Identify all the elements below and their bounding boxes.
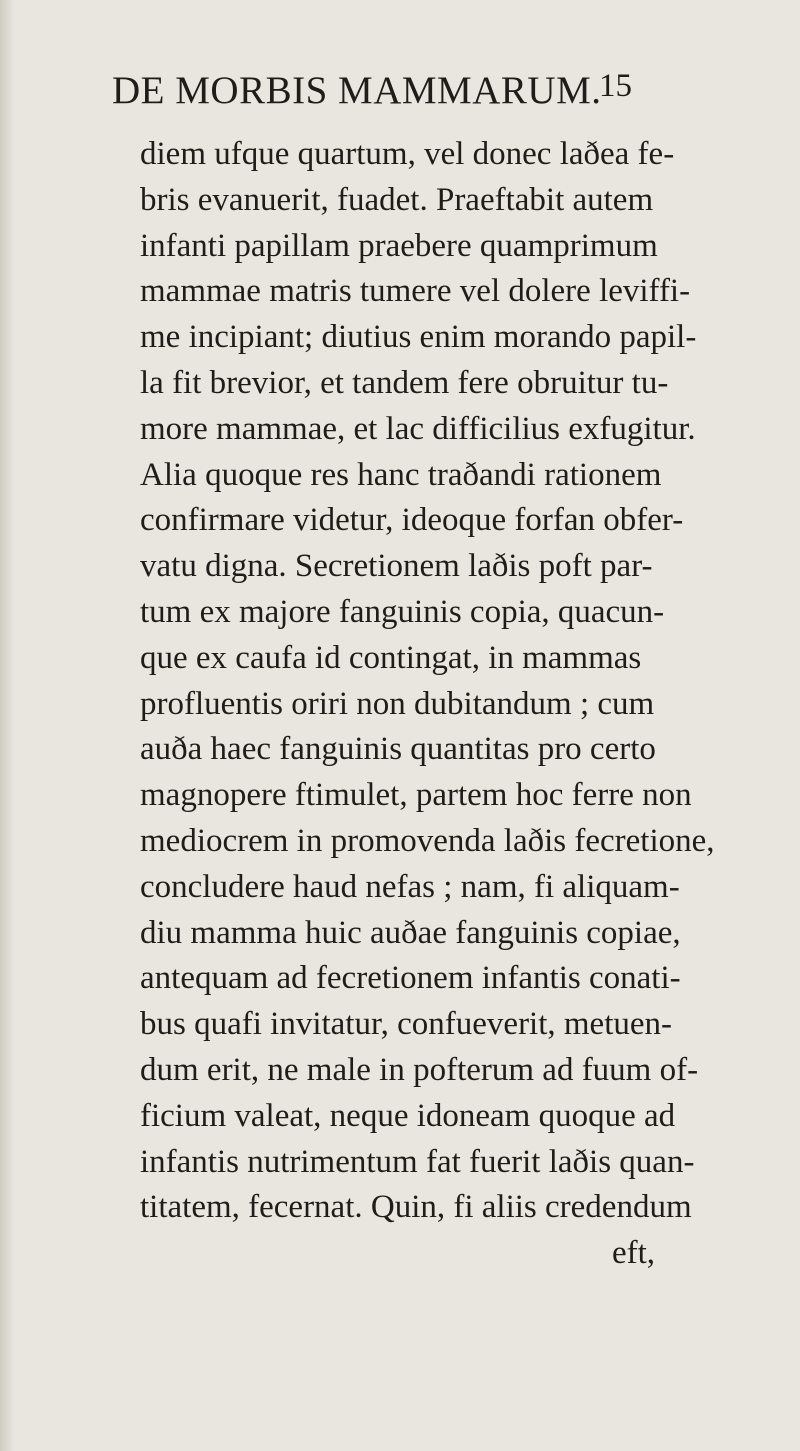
text-line: vatu digna. Secretionem laðis poft par- — [140, 548, 653, 585]
text-line: dum erit, ne male in pofterum ad fuum of- — [140, 1051, 699, 1088]
text-line: infanti papillam praebere quamprimum — [140, 227, 658, 264]
text-line: bris evanuerit, fuadet. Praeftabit autem — [140, 181, 654, 218]
text-line: diem ufque quartum, vel donec laðea fe- — [140, 136, 675, 172]
text-line: mammae matris tumere vel dolere leviffi- — [140, 273, 691, 310]
page-edge-shadow — [0, 0, 14, 1451]
text-line: more mammae, et lac difficilius exfugitur. — [140, 410, 696, 447]
body-text — [140, 132, 715, 1277]
text-line: titatem, fecernat. Quin, fi aliis credendum — [140, 1189, 692, 1226]
page-number: 15 — [599, 68, 632, 104]
running-head — [112, 68, 672, 118]
text-line: auða haec fanguinis quantitas pro certo — [140, 731, 656, 768]
text-line: diu mamma huic auðae fanguinis copiae, — [140, 914, 681, 951]
text-line: infantis nutrimentum fat fuerit laðis quan- — [140, 1143, 695, 1180]
text-line: profluentis oriri non dubitandum ; cum — [140, 685, 655, 722]
text-line: confirmare videtur, ideoque forfan obfer- — [140, 502, 684, 539]
text-line: concludere haud nefas ; nam, fi aliquam- — [140, 868, 680, 905]
running-title: DE MORBIS MAMMARUM. — [112, 69, 602, 112]
text-line: la fit brevior, et tandem fere obruitur tu- — [140, 364, 669, 401]
text-line: Alia quoque res hanc traðandi rationem — [140, 456, 662, 493]
text-line: antequam ad fecretionem infantis conati- — [140, 960, 681, 997]
text-line: tum ex majore fanguinis copia, quacun- — [140, 593, 665, 630]
text-line: ficium valeat, neque idoneam quoque ad — [140, 1097, 676, 1134]
text-line: magnopere ftimulet, partem hoc ferre non — [140, 777, 692, 814]
text-line: mediocrem in promovenda laðis fecretione, — [140, 822, 715, 859]
text-line: que ex caufa id contingat, in mammas — [140, 639, 642, 676]
text-line: me incipiant; diutius enim morando papil- — [140, 319, 697, 356]
text-line: bus quafi invitatur, confueverit, metuen- — [140, 1006, 673, 1043]
catchword: eft, — [611, 1235, 655, 1272]
